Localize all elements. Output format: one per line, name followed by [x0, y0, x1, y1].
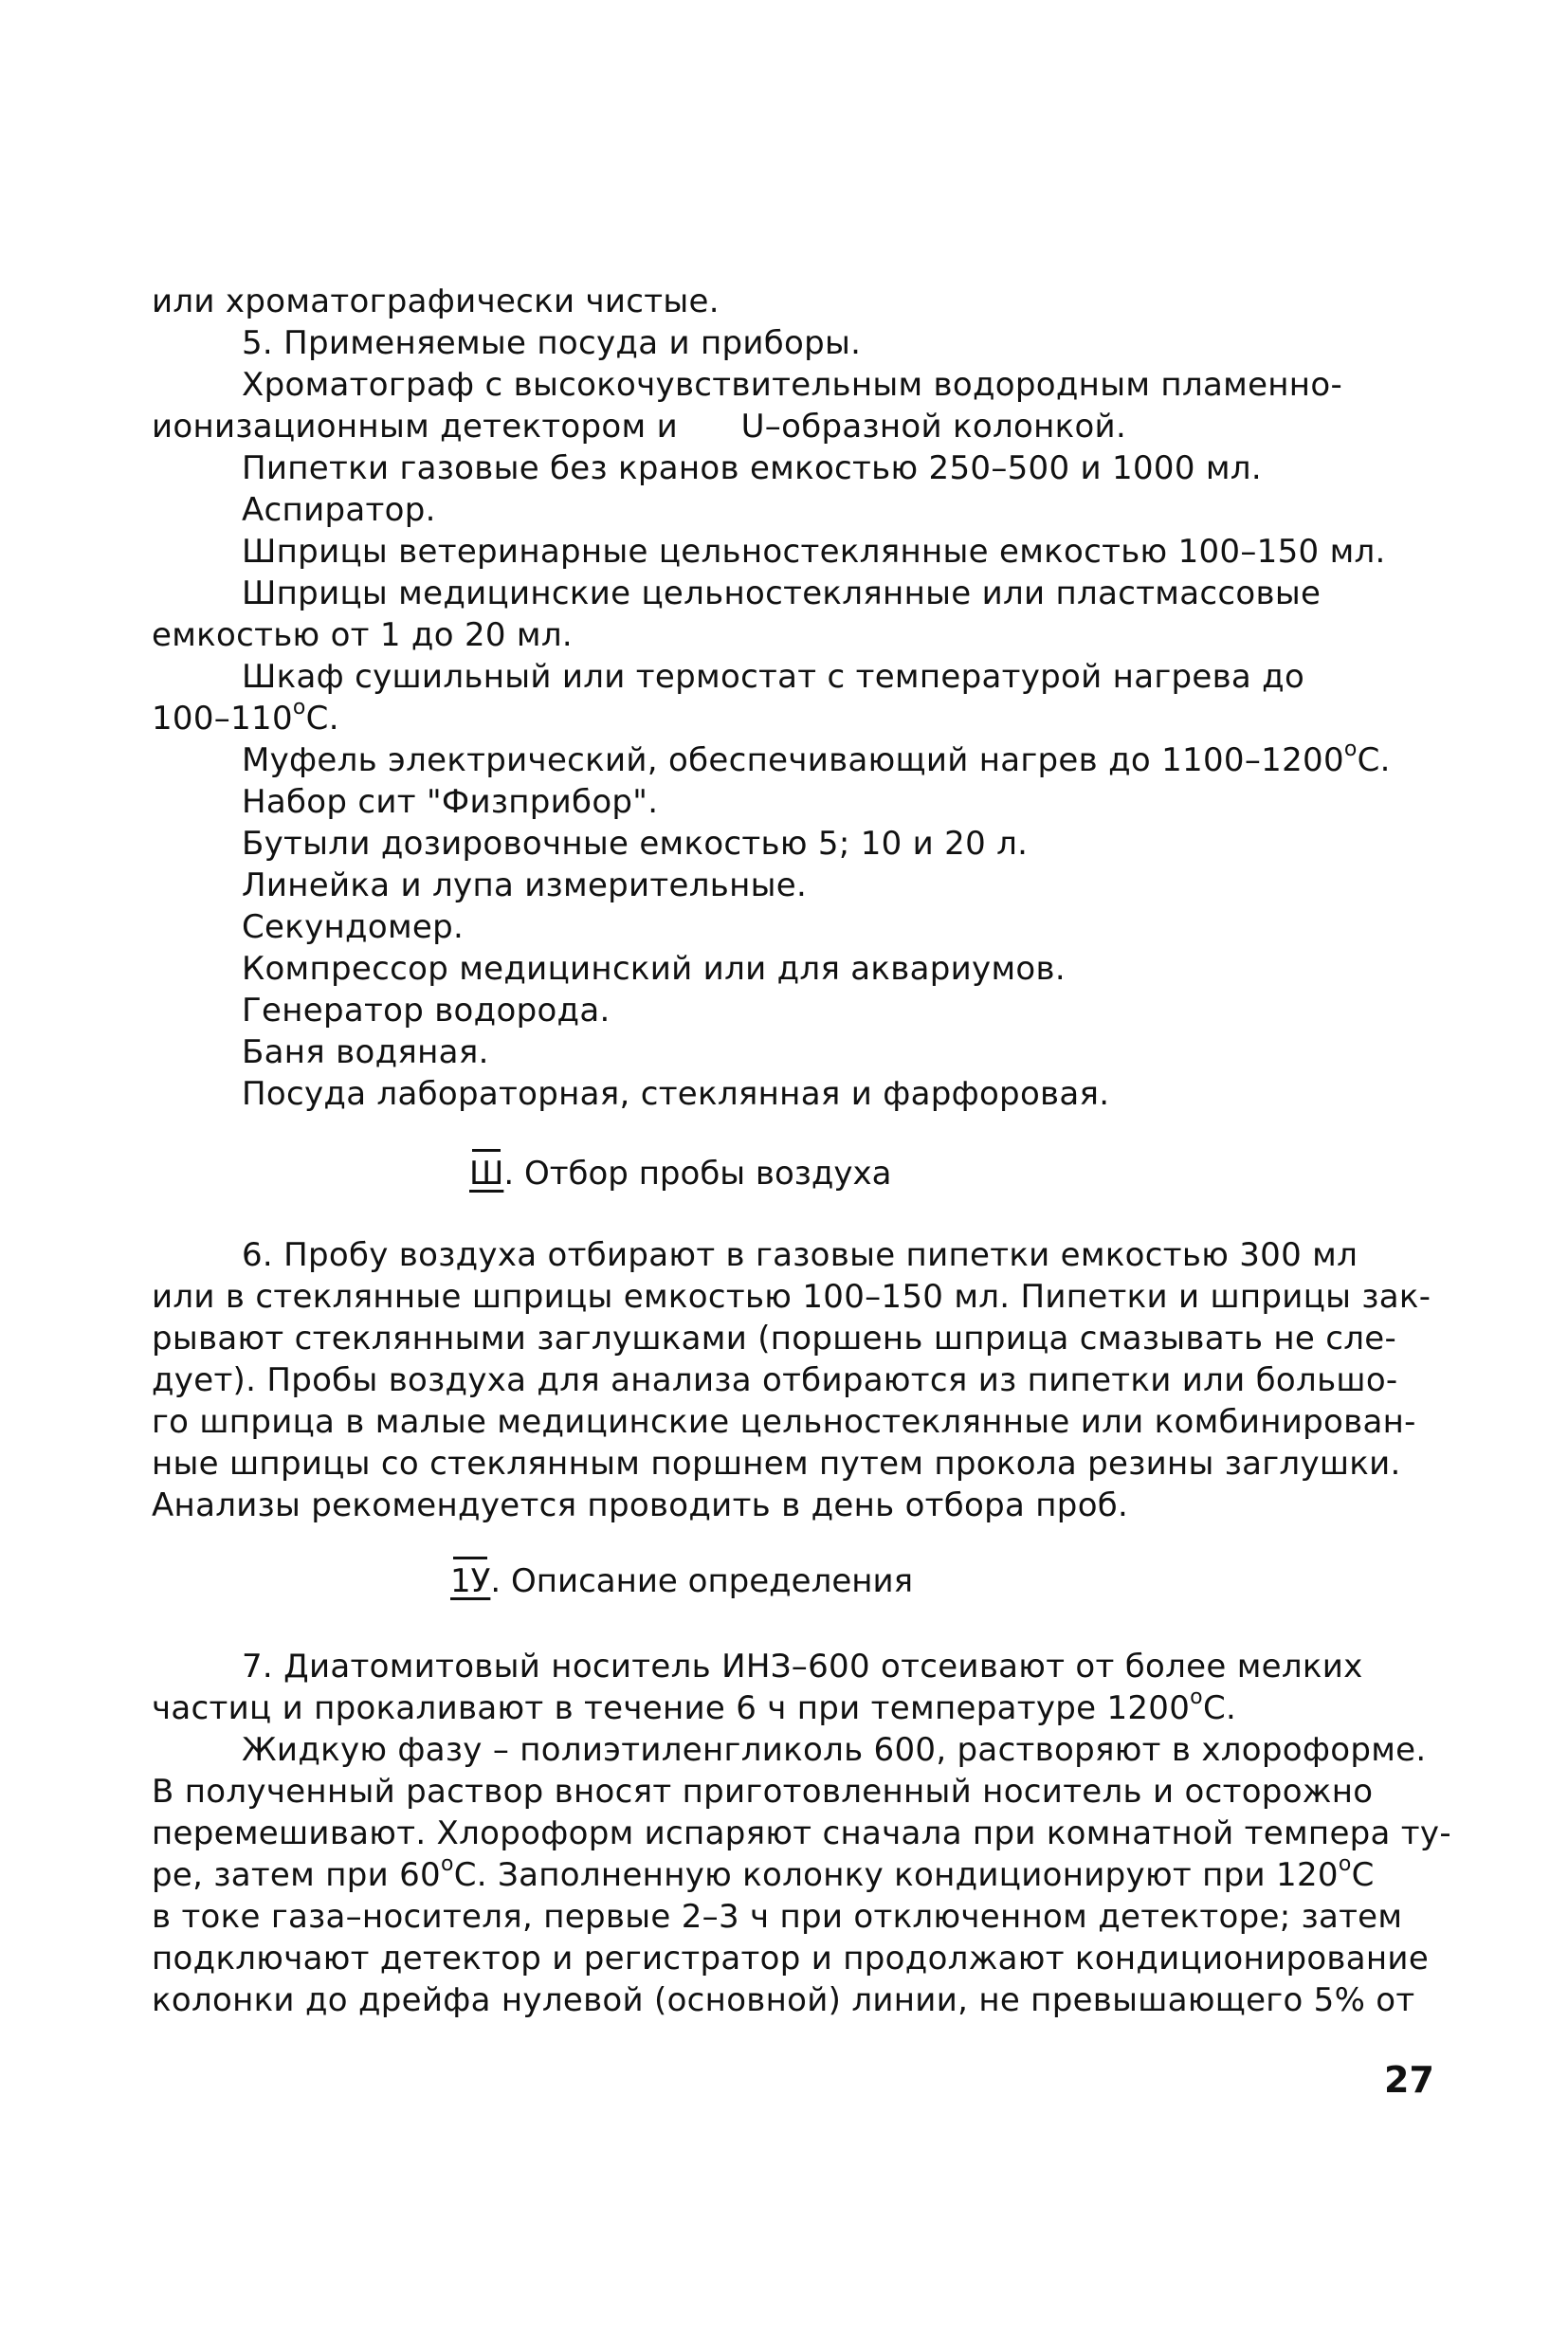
text-line — [242, 737, 1391, 779]
degree-sign: o — [1338, 1851, 1352, 1876]
text-line: Генератор водорода. — [242, 992, 611, 1030]
text-line — [242, 1731, 1436, 1769]
text-line — [242, 366, 1341, 404]
text-span: дует). Пробы воздуха для анализа отбираются из пипетки или большо- — [152, 1361, 1398, 1399]
text-span: Жидкую фазу – полиэтиленгликоль 600, растворяют в хлороформе. — [242, 1731, 1427, 1769]
text-line — [152, 1445, 1427, 1483]
text-span: 6. Пробу воздуха отбирают в газовые пипетки емкостью 300 мл — [242, 1236, 1358, 1274]
section-heading-III — [469, 1155, 891, 1193]
text-line — [152, 1851, 1375, 1894]
degree-sign: o — [292, 695, 306, 720]
section-title: . Описание определения — [490, 1562, 914, 1600]
text-line — [152, 1320, 1427, 1358]
text-span: В полученный раствор вносят приготовленный носитель и осторожно — [152, 1773, 1374, 1811]
text-span: рывают стеклянными заглушками (поршень шприца смазывать не сле- — [152, 1320, 1397, 1358]
text-line: Пипетки газовые без кранов емкостью 250–500 и 1000 мл. — [242, 449, 1262, 487]
text-span: 7. Диатомитовый носитель ИНЗ–600 отсеивают от более мелких — [242, 1648, 1363, 1686]
text-span: С. Заполненную колонку кондиционируют при 120 — [453, 1856, 1339, 1894]
section-title: . Отбор пробы воздуха — [503, 1155, 892, 1193]
text-line — [152, 1981, 1427, 2019]
text-line — [152, 1685, 1237, 1727]
page-number: 27 — [1384, 2059, 1434, 2101]
text-line: Шприцы ветеринарные цельностеклянные емкостью 100–150 мл. — [242, 533, 1386, 571]
degree-sign: o — [1190, 1685, 1203, 1709]
text-line — [152, 1814, 1451, 1852]
text-span: колонки до дрейфа нулевой (основной) линии, не превышающего 5% от — [152, 1981, 1415, 2019]
text-line — [242, 1236, 1427, 1274]
text-span: в токе газа–носителя, первые 2–3 ч при отключенном детекторе; затем — [152, 1898, 1403, 1936]
text-line — [152, 1361, 1427, 1399]
text-span: ные шприцы со стеклянным поршнем путем прокола резины заглушки. — [152, 1445, 1401, 1483]
text-span: С. — [1202, 1689, 1237, 1727]
text-span: или в стеклянные шприцы емкостью 100–150 мл. Пипетки и шприцы зак- — [152, 1278, 1431, 1316]
text-line — [152, 1278, 1450, 1316]
text-line: ионизационным детектором и U–образной колонкой. — [152, 408, 1127, 446]
text-line: Бутыли дозировочные емкостью 5; 10 и 20 л. — [242, 825, 1029, 863]
text-span: С — [1351, 1856, 1375, 1894]
section-numeral: Ш — [469, 1155, 504, 1193]
text-line — [242, 1648, 1427, 1686]
text-line: Шприцы медицинские цельностеклянные или пластмассовые — [242, 574, 1322, 612]
text-span: Муфель электрический, обеспечивающий нагрев до 1100–1200 — [242, 741, 1344, 779]
text-span: Хроматограф с высокочувствительным водородным пламенно- — [242, 366, 1343, 404]
section-heading-IV — [450, 1562, 913, 1600]
text-line: Баня водяная. — [242, 1033, 489, 1071]
degree-sign: o — [441, 1851, 454, 1876]
text-span: перемешивают. Хлороформ испаряют сначала при комнатной темпера ту- — [152, 1814, 1451, 1852]
text-line: или хроматографически чистые. — [152, 282, 720, 320]
text-line: Компрессор медицинский или для аквариумов. — [242, 950, 1066, 988]
degree-sign: o — [1343, 737, 1358, 761]
text-span: го шприца в малые медицинские цельностеклянные или комбинирован- — [152, 1403, 1416, 1441]
text-line: Линейка и лупа измерительные. — [242, 866, 808, 904]
text-span: 100–110 — [152, 700, 293, 738]
section-numeral: 1У — [450, 1562, 491, 1600]
text-span: подключают детектор и регистратор и продолжают кондиционирование — [152, 1940, 1430, 1977]
text-line: Посуда лабораторная, стеклянная и фарфоровая. — [242, 1075, 1110, 1113]
text-span: С. — [1357, 741, 1391, 779]
text-span: С. — [305, 700, 339, 738]
text-line: Анализы рекомендуется проводить в день отбора проб. — [152, 1486, 1129, 1524]
text-span: частиц и прокаливают в течение 6 ч при температуре 1200 — [152, 1689, 1191, 1727]
text-line: Шкаф сушильный или термостат с температурой нагрева до — [242, 658, 1305, 696]
item-5-heading: 5. Применяемые посуда и приборы. — [242, 324, 862, 362]
text-span: ре, затем при 60 — [152, 1856, 441, 1894]
text-line — [152, 1773, 1417, 1811]
text-line: Секундомер. — [242, 908, 465, 946]
text-line: Аспиратор. — [242, 491, 436, 529]
text-line: Набор сит "Физприбор". — [242, 783, 659, 821]
text-line — [152, 695, 339, 738]
text-line — [152, 1403, 1422, 1441]
text-line — [152, 1940, 1430, 1977]
text-line — [152, 1898, 1431, 1936]
text-line: емкостью от 1 до 20 мл. — [152, 616, 574, 654]
